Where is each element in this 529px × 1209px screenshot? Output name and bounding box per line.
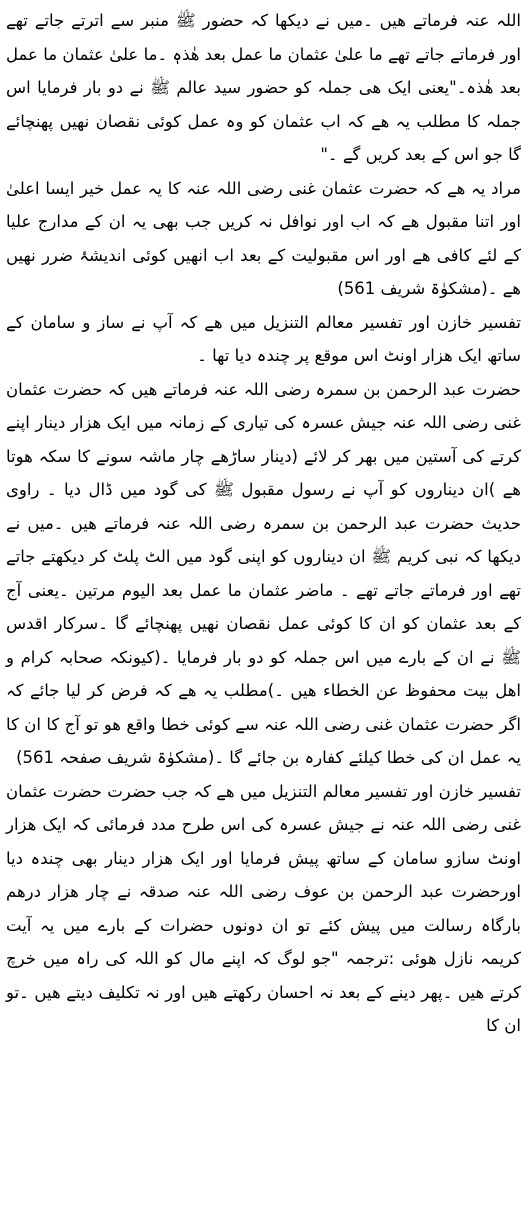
paragraph-4: حضرت عبد الرحمن بن سمرہ رضی اللہ عنہ فرماتے ھیں کہ حضرت عثمان غنی رضی اللہ عنہ جیش عسرہ کی تیاری کے زمانہ میں ایک ھزار دینار اپنے کرتے کی آستین میں بھر کر لائے (دینار ساڑھے چار ماشہ سونے کا سکہ ھوتا ھے )ان دیناروں کو آپ نے رسول مقبول ﷺ کی گود میں ڈال دیا ۔ راوی حدیث حضرت عبد الرحمن بن سمرہ رضی اللہ عنہ فرماتے ھیں ۔میں نے دیکھا کہ نبی کریم ﷺ ان دیناروں کو اپنی گود میں الٹ پلٹ کر دیکھتے جاتے تھے اور فرماتے جاتے تھے ۔ ماضر عثمان ما عمل بعد الیوم مرتین ۔یعنی آج کے بعد عثمان کو ان کا کوئی عمل نقصان نھیں پھنچائے گا ۔سرکار اقدس ﷺ نے ان کے بارے میں اس جملہ کو دو بار فرمایا ۔(کیونکہ صحابہ کرام و اھل بیت محفوظ عن الخطاء ھیں ۔)مطلب یہ ھے کہ فرض کر لیا جائے کہ اگر حضرت عثمان غنی رضی اللہ عنہ سے کوئی خطا واقع ھو تو آج کا ان کا یہ عمل ان کی خطا کیلئے کفارہ بن جائے گا ۔(مشکوٰۃ شریف صفحہ 561): [6, 379, 521, 767]
paragraph-2: مراد یہ ھے کہ حضرت عثمان غنی رضی اللہ عنہ کا یہ عمل خیر ایسا اعلیٰ اور اتنا مقبول ھے کہ اب اور نوافل نہ کریں جب بھی یہ ان کے مدارج علیا کے لئے کافی ھے اور اس مقبولیت کے بعد اب انھیں کوئی اندیشۂ ضرر نھیں ھے ۔(مشکوٰۃ شریف 561): [6, 178, 521, 298]
paragraph-5: تفسیر خازن اور تفسیر معالم التنزیل میں ھے کہ جب حضرت حضرت عثمان غنی رضی اللہ عنہ نے جیش عسرہ کی اس طرح مدد فرمائی کہ ایک ھزار اونٹ سازو سامان کے ساتھ پیش فرمایا اور ایک ھزار دینار بھی چندہ دیا اورحضرت عبد الرحمن بن عوف رضی اللہ عنہ صدقہ نے چار ھزار درھم بارگاہ رسالت میں پیش کئے تو ان دونوں حضرات کے بارے میں یہ آیت کریمہ نازل ھوئی :ترجمہ "جو لوگ کہ اپنے مال کو اللہ کی راہ میں خرچ کرتے ھیں ۔پھر دینے کے بعد نہ احسان رکھتے ھیں اور نہ تکلیف دیتے ھیں ۔تو ان کا: [6, 781, 521, 1035]
paragraph-1: اللہ عنہ فرماتے ھیں ۔میں نے دیکھا کہ حضور ﷺ منبر سے اترتے جاتے تھے اور فرماتے جاتے تھے ما علیٰ عثمان ما عمل بعد ھٰذہٖ ۔ما علیٰ عثمان ما عمل بعد ھٰذہ۔"یعنی ایک ھی جملہ کو حضور سید عالم ﷺ نے دو بار فرمایا اس جملہ کا مطلب یہ ھے کہ اب عثمان کو وہ عمل کوئی نقصان نھیں پھنچائے گا جو اس کے بعد کریں گے ۔": [6, 11, 521, 164]
paragraph-3: تفسیر خازن اور تفسیر معالم التنزیل میں ھے کہ آپ نے ساز و سامان کے ساتھ ایک ھزار اونٹ اس موقع پر چندہ دیا تھا ۔: [6, 312, 521, 365]
